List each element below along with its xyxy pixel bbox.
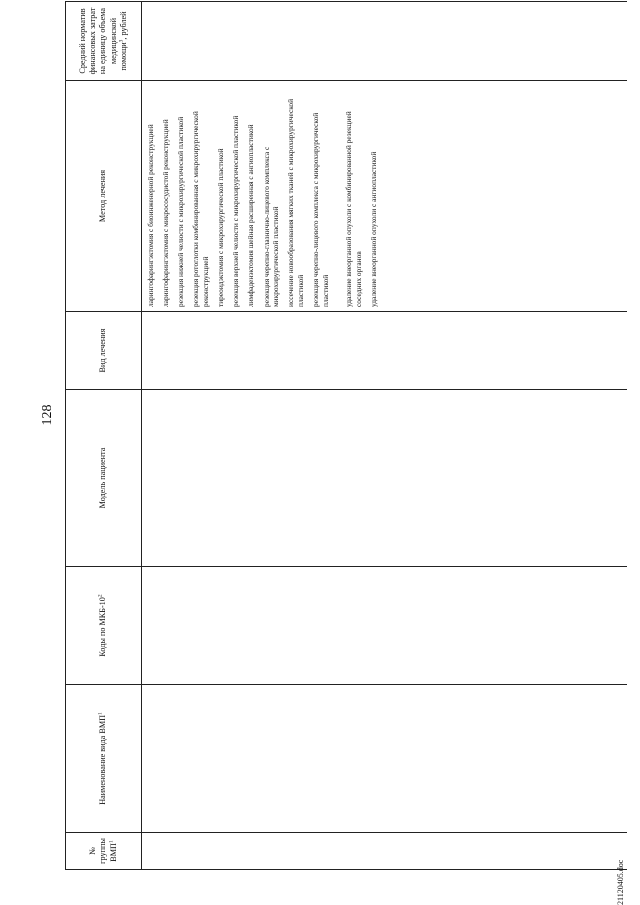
method-item: иссечение новообразования мягких тканей с микрохирургической пластикой: [286, 98, 305, 307]
header-group-number: № группы ВМП$^1$: [66, 833, 142, 870]
header-icd-codes: Коды по МКБ-$10^2$: [66, 567, 142, 685]
method-item: тиреоидэктомия с микрохирургической пластикой: [216, 148, 226, 307]
cell-patient-model: [142, 390, 627, 567]
header-treatment-method: Метод лечения: [66, 81, 142, 312]
method-item: резекция черепно-лицевого комплекса с микрохирургической пластикой: [311, 112, 330, 307]
cell-cost-norm: [142, 2, 627, 81]
cell-icd-codes: [142, 567, 627, 685]
method-item: резекция ротоглотки комбинированная с микрохирургической реконструкцией: [191, 111, 210, 307]
method-item: ларингофарингэктомия с микрососудистой реконструкцией: [161, 119, 171, 307]
header-patient-model: Модель пациента: [66, 390, 142, 567]
method-item: удаление внеорганной опухоли с комбинированной резекцией соседних органов: [344, 111, 363, 307]
header-treatment-type: Вид лечения: [66, 312, 142, 390]
cell-treatment-type: [142, 312, 627, 390]
method-item: резекция черепно-глазнично-лицевого комплекса с микрохирургической пластикой: [261, 146, 281, 307]
vmp-table: [65, 1, 627, 870]
method-item: резекция верхней челюсти с микрохирургической пластикой: [231, 115, 241, 307]
table-row: [142, 2, 627, 870]
cell-group-number: [142, 833, 627, 870]
header-cost-norm: Средний норматив финансовых затрат на единицу объема медицинской помощи$^3$, рублей: [66, 2, 142, 81]
cell-treatment-methods: [142, 81, 627, 312]
footer-document-reference: 21120405.doc: [616, 859, 625, 905]
method-item: ларингофарингэктомия с биоинженерной реконструкцией: [146, 124, 155, 307]
header-vmp-name: Наименование вида ВМП$^1$: [66, 685, 142, 833]
cell-vmp-name: [142, 685, 627, 833]
method-item: удаление внеорганной опухоли с ангиопластикой: [369, 151, 378, 307]
table-header-row: [66, 2, 142, 870]
page-number: 128: [40, 404, 55, 426]
method-item: лимфаденэктомия шейная расширенная с ангиопластикой: [246, 124, 256, 307]
method-item: резекция нижней челюсти с микрохирургической пластикой: [176, 116, 186, 307]
